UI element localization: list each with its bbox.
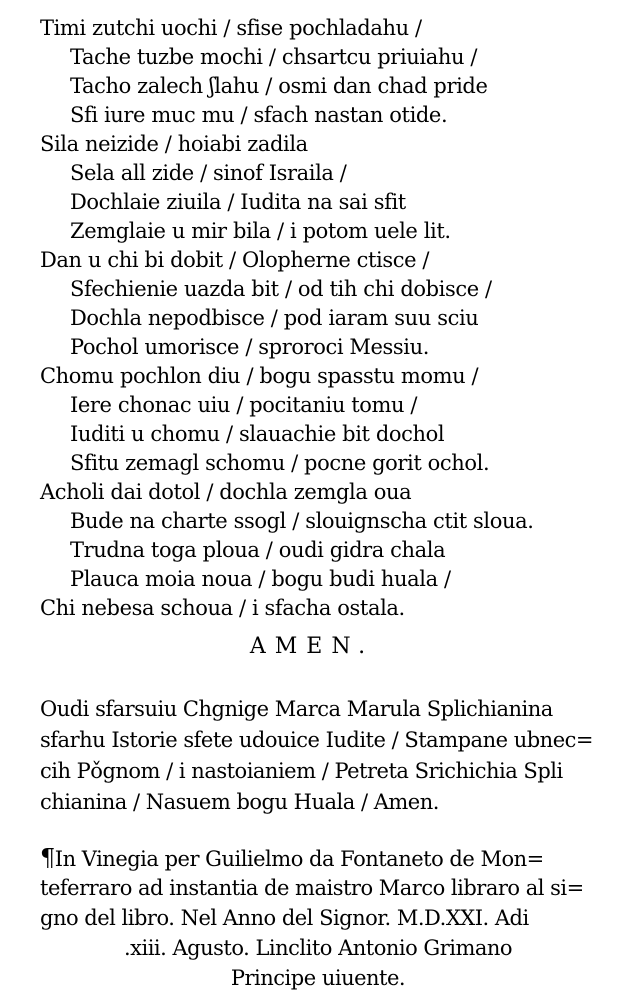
verse-line: Timi zutchi uochi / sfise pochladahu / (40, 16, 422, 40)
colophon-line: teferraro ad instantia de maistro Marco libraro al si= (40, 876, 584, 900)
amen-heading: AMEN. (249, 634, 375, 659)
verse-line: Tacho zalech ʃlahu / osmi dan chad pride (70, 74, 488, 98)
verse-line: Sila neizide / hoiabi zadila (40, 132, 308, 156)
colophon-line: gno del libro. Nel Anno del Signor. M.D.XXI. Adi (40, 906, 529, 930)
verse-line: Tache tuzbe mochi / chsartcu priuiahu / (70, 45, 478, 69)
verse-line: Bude na charte ssogl / slouignscha ctit sloua. (70, 509, 534, 533)
verse-line: Plauca moia noua / bogu budi huala / (70, 567, 451, 591)
verse-line: Sfitu zemagl schomu / pocne gorit ochol. (70, 451, 490, 475)
note-line: cih Pǒgnom / i nastoianiem / Petreta Srichichia Spli (40, 759, 563, 783)
colophon-line (40, 843, 596, 873)
verse-line: Sfechienie uazda bit / od tih chi dobisce / (70, 277, 492, 301)
verse-line: Zemglaie u mir bila / i potom uele lit. (70, 219, 451, 243)
publication-note (40, 694, 596, 818)
pilcrow-mark: ¶ (40, 844, 55, 872)
verse-line: Pochol umorisce / sproroci Messiu. (70, 335, 430, 359)
verse-line: Trudna toga ploua / oudi gidra chala (70, 538, 446, 562)
colophon-line: Principe uiuente. (230, 966, 406, 990)
verse-line: Chi nebesa schoua / i sfacha ostala. (40, 596, 405, 620)
verse-line: Acholi dai dotol / dochla zemgla oua (40, 480, 412, 504)
note-line: sfarhu Istorie sfete udouice Iudite / Stampane ubnec= (40, 728, 593, 752)
verse-line: Sela all zide / sinof Israila / (70, 161, 347, 185)
colophon-line: .xiii. Agusto. Linclito Antonio Grimano (123, 936, 513, 960)
verse-line: Dochlaie ziuila / Iudita na sai sfit (70, 190, 406, 214)
verse-line: Dan u chi bi dobit / Olopherne ctisce / (40, 248, 430, 272)
verse-line: Sfi iure muc mu / sfach nastan otide. (70, 103, 448, 127)
verse-line: Chomu pochlon diu / bogu spasstu momu / (40, 364, 479, 388)
colophon-line-text: In Vinegia per Guilielmo da Fontaneto de Mon= (54, 847, 544, 871)
note-line: Oudi sfarsuiu Chgnige Marca Marula Splichianina (40, 697, 553, 721)
note-line: chianina / Nasuem bogu Huala / Amen. (40, 790, 439, 814)
poem-verses (40, 14, 600, 623)
verse-line: Iuditi u chomu / slauachie bit dochol (70, 422, 445, 446)
colophon (40, 843, 596, 993)
verse-line: Dochla nepodbisce / pod iaram suu sciu (70, 306, 479, 330)
verse-line: Iere chonac uiu / pocitaniu tomu / (70, 393, 418, 417)
